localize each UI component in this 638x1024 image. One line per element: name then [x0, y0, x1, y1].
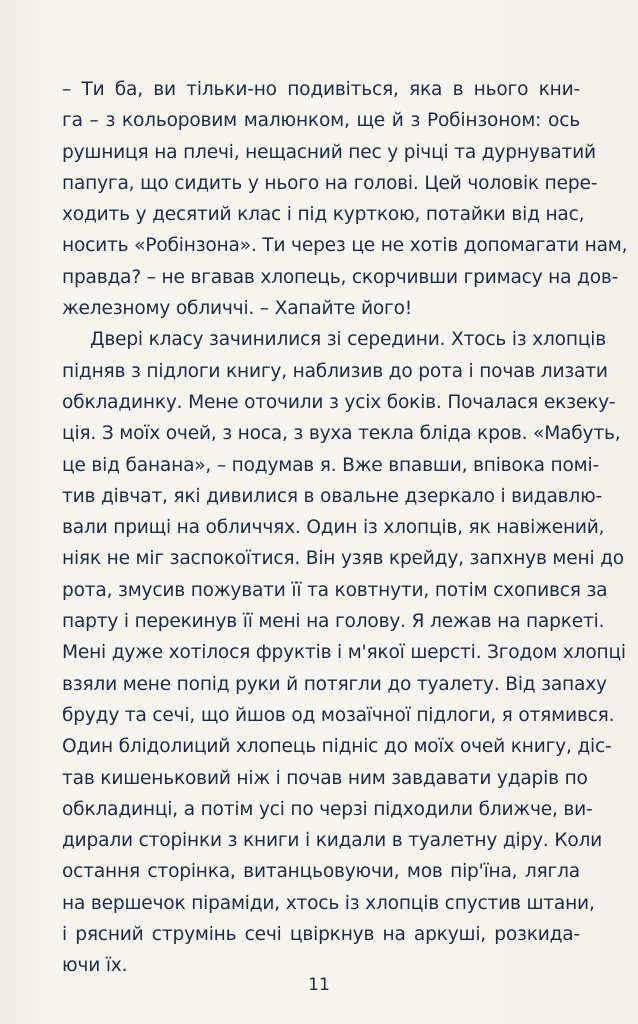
text-line: взяли мене попід руки й потягли до туалету. Від запаху [62, 673, 607, 695]
text-line: рушниця на плечі, нещасний пес у річці та дурнуватий [62, 141, 596, 163]
text-line: ючи їх. [62, 955, 128, 977]
text-line: тав кишеньковий ніж і почав ним завдавати ударів по [62, 767, 588, 789]
page-number: 11 [308, 975, 330, 995]
paragraph-start-line: Двері класу зачинилися зі середини. Хтось із хлопців [90, 329, 606, 351]
text-line: – Ти ба, ви тільки-но подивіться, яка в нього кни- [62, 79, 580, 100]
text-line: папуга, що сидить у нього на голові. Цей чоловік пере- [62, 172, 598, 194]
text-line: Один блідолиций хлопець підніс до моїх очей книгу, діс- [62, 736, 612, 758]
text-line: підняв з підлоги книгу, наблизив до рота і почав лизати [62, 360, 608, 382]
text-line: рота, змусив пожувати її та ковтнути, потім схопився за [62, 579, 608, 601]
text-line: тив дівчат, які дивилися в овальне дзеркало і видавлю- [62, 485, 603, 507]
text-line: вали прищі на обличчях. Один із хлопців, як навіжений, [62, 517, 605, 539]
text-line: ходить у десятий клас і під курткою, потайки від нас, [62, 204, 585, 226]
text-line: ніяк не міг заспокоїтися. Він узяв крейду, запхнув мені до [62, 548, 624, 570]
text-line: на вершечок піраміди, хтось із хлопців спустив штани, [62, 892, 595, 914]
text-line: правда? – не вгавав хлопець, скорчивши гримасу на дов- [62, 266, 619, 288]
body-text [62, 74, 628, 982]
text-line: це від банана», – подумав я. Вже впавши, впівока помі- [62, 454, 599, 476]
text-line: обкладинці, а потім усі по черзі підходили ближче, ви- [62, 798, 593, 820]
text-line: железному обличчі. – Хапайте його! [62, 298, 413, 320]
text-line: парту і перекинув її мені на голову. Я лежав на паркеті. [62, 611, 605, 633]
text-line: ція. З моїх очей, з носа, з вуха текла бліда кров. «Мабуть, [62, 423, 621, 445]
text-line: дирали сторінки з книги і кидали в туалетну діру. Коли [62, 830, 603, 852]
text-line: га – з кольоровим малюнком, ще й з Робінзоном: ось [62, 110, 580, 132]
text-line: і рясний струмінь сечі цвіркнув на аркуші, розкида- [62, 924, 580, 946]
text-line: бруду та сечі, що йшов од мозаїчної підлоги, я отямився. [62, 704, 615, 726]
text-line: Мені дуже хотілося фруктів і м'якої шерсті. Згодом хлопці [62, 642, 626, 664]
text-line: носить «Робінзона». Ти через це не хотів допомагати нам, [62, 235, 628, 257]
text-line: остання сторінка, витанцьовуючи, мов пір'їна, лягла [62, 861, 580, 883]
text-line: обкладинку. Мене оточили з усіх боків. Почалася екзеку- [62, 391, 616, 413]
